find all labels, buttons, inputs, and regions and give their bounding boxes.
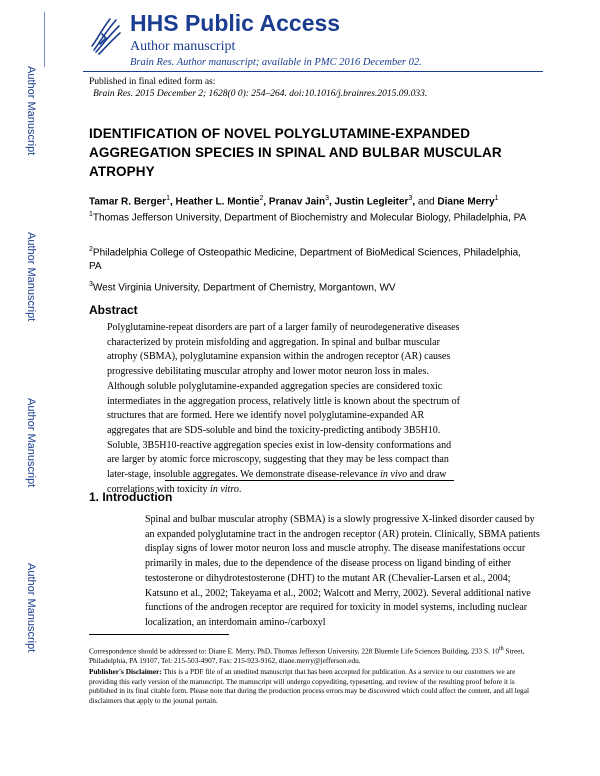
introduction-heading: 1. Introduction: [89, 490, 173, 504]
author-name: Diane Merry: [437, 196, 495, 208]
correspondence-footnote: Correspondence should be addressed to: Diane E. Merry, PhD, Thomas Jefferson University, 228 Bluemle Life Sciences Building, 233 S. 10th Street, Philadelphia, PA 19107, Tel: 215-503-4907, Fax: 215-923-9162, diane.merry@jefferson.edu.: [89, 646, 525, 666]
affiliation: $^2$Philadelphia College of Osteopathic Medicine, Department of BioMedical Sciences, Philadelphia, PA: [89, 246, 521, 273]
journal-availability-line: Brain Res. Author manuscript; available in PMC 2016 December 02.: [130, 57, 422, 68]
affiliation: $^3$West Virginia University, Department of Chemistry, Morgantown, WV: [89, 281, 396, 294]
abstract-text: Polyglutamine-repeat disorders are part of a larger family of neurodegenerative diseases characterized by protein misfolding and aggregation. In spinal and bulbar muscular atrophy (SBMA), polyglutamine expansion within the androgen receptor (AR) causes progressive debilitating muscular atrophy and lower motor neuron loss in males. Although soluble polyglutamine-expanded aggregation species are considered toxic intermediates in the aggregation process, relatively little is known about the spectrum of structures that are formed. Here we identify novel polyglutamine-expanded AR aggregates that are SDS-soluble and bind the toxicity-predicting antibody 3B5H10. Soluble, 3B5H10-reactive aggregation species exist in low-density conformations and are larger by atomic force microscopy, suggesting that they may be less compact than later-stage, insoluble aggregates. We demonstrate disease-relevance in vivo and draw correlations with toxicity in vitro.: [107, 322, 460, 495]
header-vertical-rule: [44, 12, 45, 67]
side-label-author-manuscript: Author Manuscript: [25, 232, 37, 322]
affiliation: $^1$Thomas Jefferson University, Department of Biochemistry and Molecular Biology, Philadelphia, PA: [89, 211, 527, 224]
author-name: Pranav Jain: [268, 196, 326, 208]
side-label-author-manuscript: Author Manuscript: [25, 563, 37, 653]
side-label-author-manuscript: Author Manuscript: [25, 398, 37, 488]
introduction-text: Spinal and bulbar muscular atrophy (SBMA) is a slowly progressive X-linked disorder caused by an expanded polyglutamine tract in the androgen receptor (AR) protein. Clinically, SBMA patients display signs of lower motor neuron loss and muscle atrophy. The disease manifestations occur primarily in males, due to the dependence of the disease process on ligand binding of either testosterone or dihydrotestosterone (DHT) to the mutant AR (Chevalier-Larsen et al., 2004; Katsuno et al., 2002; Takeyama et al., 2002; Walcott and Merry, 2002). Several additional native functions of the androgen receptor are required for toxicity in model systems, including nuclear localization, an interdomain amino-/carboxyl: [145, 514, 540, 628]
header-rule: [83, 71, 543, 72]
footnote-rule: [89, 634, 229, 635]
publisher-disclaimer: Publisher's Disclaimer: This is a PDF file of an unedited manuscript that has been accepted for publication. As a service to our customers we are providing this early version of the manuscript. The manuscript will undergo copyediting, typesetting, and review of the resulting proof before it is published in its final citable form. Please note that during the production process errors may be discovered which could affect the content, and all legal disclaimers that apply to the journal pertain.: [89, 667, 529, 705]
author-list: Tamar R. Berger$^1$, Heather L. Montie$^2$, Pranav Jain$^3$, Justin Legleiter$^3$, and Diane Merry$^1$: [89, 195, 499, 208]
abstract-heading: Abstract: [89, 303, 138, 317]
author-manuscript-label: Author manuscript: [130, 39, 236, 54]
hhs-public-access-title: HHS Public Access: [130, 10, 341, 36]
hhs-eagle-logo: [88, 16, 122, 56]
author-name: Justin Legleiter: [334, 196, 409, 208]
author-name: Heather L. Montie: [175, 196, 260, 208]
author-name: Tamar R. Berger: [89, 196, 167, 208]
abstract-rule: [165, 480, 454, 481]
article-title: IDENTIFICATION OF NOVEL POLYGLUTAMINE-EXPANDED AGGREGATION SPECIES IN SPINAL AND BULBAR MUSCULAR ATROPHY: [89, 126, 502, 179]
side-label-author-manuscript: Author Manuscript: [25, 66, 37, 156]
citation-line: Brain Res. 2015 December 2; 1628(0 0): 254–264. doi:10.1016/j.brainres.2015.09.033.: [93, 89, 428, 99]
published-in-label: Published in final edited form as:: [89, 77, 216, 87]
